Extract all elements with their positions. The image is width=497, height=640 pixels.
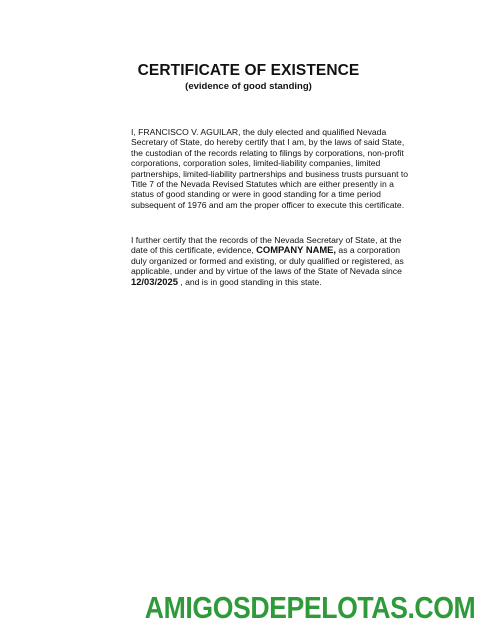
certification-paragraph-2: [131, 235, 412, 287]
paragraph-2-text-part-3: , and is in good standing in this state.: [177, 276, 322, 287]
standing-since-date: 12/03/2025: [131, 275, 178, 287]
paragraph-2-text-part-1: I further certify that the records of the Nevada Secretary of State, at the date of this certificate, evidence,: [131, 235, 402, 256]
company-name: COMPANY NAME,: [256, 244, 337, 256]
paragraph-2-text-part-2: as a corporation duly organized or formed and existing, or duly qualified or registered, as applicable, under and by virtue of the laws of the State of Nevada since: [131, 245, 404, 277]
certificate-title: CERTIFICATE OF EXISTENCE: [137, 62, 360, 79]
certificate-subtitle: (evidence of good standing): [185, 81, 312, 92]
certification-paragraph-1: I, FRANCISCO V. AGUILAR, the duly elected and qualified Nevada Secretary of State, do hereby certify that I am, by the laws of said State, the custodian of the records relating to filings by corporations, non-profit corporations, corporation soles, limited-liability companies, limited partnerships, limited-liability partnerships and business trusts pursuant to Title 7 of the Nevada Revised Statutes which are either presently in a status of good standing or were in good standing for a time period subsequent of 1976 and am the proper officer to execute this certificate.: [131, 127, 409, 210]
site-watermark: AMIGOSDEPELOTAS.COM: [144, 590, 475, 625]
